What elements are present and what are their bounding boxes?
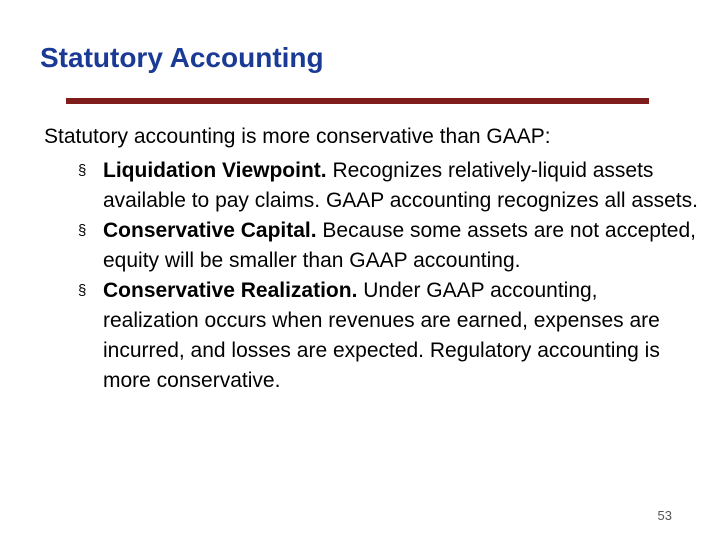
bullet-item-conservative-capital [78,216,698,276]
bullet-heading: Conservative Realization. [103,279,358,302]
bullet-list [78,156,698,396]
bullet-marker-icon: § [78,162,87,179]
bullet-marker-icon: § [78,222,87,239]
bullet-heading: Conservative Capital. [103,219,317,242]
bullet-text: Under GAAP accounting, realization occurs when revenues are earned, expenses are incurred, and losses are expected. Regulatory accounting is more conservative. [103,279,660,392]
page-number: 53 [657,508,672,523]
bullet-item-conservative-realization [78,276,698,396]
title-divider [66,98,649,104]
bullet-text: Because some assets are not accepted, equity will be smaller than GAAP accounting. [103,219,696,272]
bullet-item-liquidation-viewpoint [78,156,698,216]
intro-text: Statutory accounting is more conservative than GAAP: [44,125,551,148]
bullet-text: Recognizes relatively-liquid assets available to pay claims. GAAP accounting recognizes all assets. [103,159,698,212]
bullet-marker-icon: § [78,282,87,299]
slide-title: Statutory Accounting [40,42,324,73]
bullet-heading: Liquidation Viewpoint. [103,159,327,182]
